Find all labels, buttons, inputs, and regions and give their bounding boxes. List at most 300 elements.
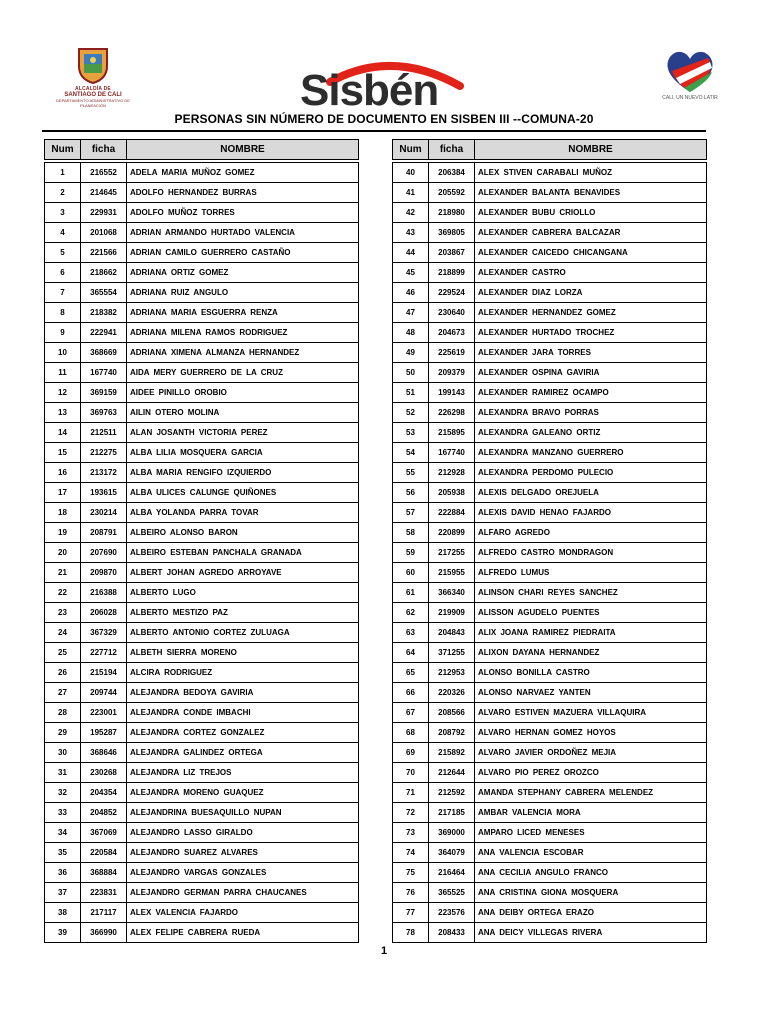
row-ficha: 230214 bbox=[81, 503, 127, 523]
row-num: 51 bbox=[393, 383, 429, 403]
row-nombre: ALEX STIVEN CARABALI MUÑOZ bbox=[475, 163, 707, 183]
table-row bbox=[393, 723, 707, 743]
row-num: 48 bbox=[393, 323, 429, 343]
row-ficha: 218662 bbox=[81, 263, 127, 283]
row-ficha: 212275 bbox=[81, 443, 127, 463]
table-row bbox=[45, 763, 359, 783]
row-nombre: ALEXANDER BUBU CRIOLLO bbox=[475, 203, 707, 223]
row-num: 46 bbox=[393, 283, 429, 303]
row-ficha: 229524 bbox=[429, 283, 475, 303]
row-ficha: 367069 bbox=[81, 823, 127, 843]
row-nombre: ALEXANDER RAMIREZ OCAMPO bbox=[475, 383, 707, 403]
row-nombre: ALEXANDER BALANTA BENAVIDES bbox=[475, 183, 707, 203]
row-ficha: 220326 bbox=[429, 683, 475, 703]
table-row bbox=[393, 223, 707, 243]
row-ficha: 368669 bbox=[81, 343, 127, 363]
row-nombre: ALEXANDRA MANZANO GUERRERO bbox=[475, 443, 707, 463]
row-nombre: ALBERTO LUGO bbox=[127, 583, 359, 603]
table-row bbox=[393, 603, 707, 623]
row-nombre: ALEJANDRA LIZ TREJOS bbox=[127, 763, 359, 783]
row-ficha: 212953 bbox=[429, 663, 475, 683]
row-ficha: 208566 bbox=[429, 703, 475, 723]
table-row bbox=[393, 283, 707, 303]
row-num: 25 bbox=[45, 643, 81, 663]
row-ficha: 206384 bbox=[429, 163, 475, 183]
row-num: 9 bbox=[45, 323, 81, 343]
row-ficha: 199143 bbox=[429, 383, 475, 403]
row-ficha: 205938 bbox=[429, 483, 475, 503]
row-num: 31 bbox=[45, 763, 81, 783]
row-nombre: ALBEIRO ESTEBAN PANCHALA GRANADA bbox=[127, 543, 359, 563]
table-row bbox=[45, 603, 359, 623]
column-header-ficha: ficha bbox=[81, 140, 127, 160]
row-nombre: ALBA MARIA RENGIFO IZQUIERDO bbox=[127, 463, 359, 483]
row-ficha: 219909 bbox=[429, 603, 475, 623]
table-row bbox=[45, 383, 359, 403]
table-row bbox=[45, 523, 359, 543]
logo-line-1: ALCALDÍA DE bbox=[75, 86, 111, 92]
row-nombre: AIDEE PINILLO OROBIO bbox=[127, 383, 359, 403]
row-nombre: ADRIAN ARMANDO HURTADO VALENCIA bbox=[127, 223, 359, 243]
row-nombre: ALEJANDRO GERMAN PARRA CHAUCANES bbox=[127, 883, 359, 903]
column-header-ficha: ficha bbox=[429, 140, 475, 160]
persons-table-right bbox=[392, 139, 707, 943]
table-row bbox=[393, 843, 707, 863]
row-ficha: 230640 bbox=[429, 303, 475, 323]
row-ficha: 227712 bbox=[81, 643, 127, 663]
table-row bbox=[45, 623, 359, 643]
row-num: 18 bbox=[45, 503, 81, 523]
table-row bbox=[393, 303, 707, 323]
row-num: 23 bbox=[45, 603, 81, 623]
row-num: 39 bbox=[45, 923, 81, 943]
table-row bbox=[45, 643, 359, 663]
row-nombre: ALEXANDER HURTADO TROCHEZ bbox=[475, 323, 707, 343]
row-ficha: 209870 bbox=[81, 563, 127, 583]
persons-table-left bbox=[44, 139, 359, 943]
row-num: 37 bbox=[45, 883, 81, 903]
row-nombre: ALISSON AGUDELO PUENTES bbox=[475, 603, 707, 623]
table-row bbox=[393, 783, 707, 803]
row-num: 67 bbox=[393, 703, 429, 723]
row-num: 10 bbox=[45, 343, 81, 363]
table-row bbox=[393, 163, 707, 183]
row-ficha: 212928 bbox=[429, 463, 475, 483]
logo-line-2: SANTIAGO DE CALI bbox=[64, 92, 122, 98]
row-num: 5 bbox=[45, 243, 81, 263]
table-row bbox=[45, 443, 359, 463]
row-nombre: ALIX JOANA RAMIREZ PIEDRAITA bbox=[475, 623, 707, 643]
table-row bbox=[393, 363, 707, 383]
row-nombre: ALEJANDRO VARGAS GONZALES bbox=[127, 863, 359, 883]
table-row bbox=[45, 323, 359, 343]
row-ficha: 223001 bbox=[81, 703, 127, 723]
row-num: 50 bbox=[393, 363, 429, 383]
row-nombre: ANA CECILIA ANGULO FRANCO bbox=[475, 863, 707, 883]
row-num: 61 bbox=[393, 583, 429, 603]
row-nombre: ALEXIS DELGADO OREJUELA bbox=[475, 483, 707, 503]
table-row bbox=[45, 483, 359, 503]
row-nombre: ALBERT JOHAN AGREDO ARROYAVE bbox=[127, 563, 359, 583]
row-nombre: ALAN JOSANTH VICTORIA PEREZ bbox=[127, 423, 359, 443]
table-row bbox=[45, 843, 359, 863]
table-row bbox=[45, 243, 359, 263]
row-num: 55 bbox=[393, 463, 429, 483]
table-row bbox=[393, 883, 707, 903]
table-row bbox=[45, 283, 359, 303]
row-num: 66 bbox=[393, 683, 429, 703]
table-row bbox=[393, 663, 707, 683]
column-header-num: Num bbox=[393, 140, 429, 160]
table-row bbox=[45, 923, 359, 943]
row-num: 15 bbox=[45, 443, 81, 463]
row-nombre: ALEJANDRO SUAREZ ALVARES bbox=[127, 843, 359, 863]
row-ficha: 371255 bbox=[429, 643, 475, 663]
row-ficha: 203867 bbox=[429, 243, 475, 263]
row-nombre: ALEXANDER HERNANDEZ GOMEZ bbox=[475, 303, 707, 323]
row-num: 52 bbox=[393, 403, 429, 423]
table-row bbox=[393, 643, 707, 663]
row-nombre: ALFARO AGREDO bbox=[475, 523, 707, 543]
row-nombre: AMANDA STEPHANY CABRERA MELENDEZ bbox=[475, 783, 707, 803]
row-num: 24 bbox=[45, 623, 81, 643]
row-nombre: AIDA MERY GUERRERO DE LA CRUZ bbox=[127, 363, 359, 383]
row-ficha: 212644 bbox=[429, 763, 475, 783]
page-number: 1 bbox=[380, 945, 388, 957]
row-ficha: 204843 bbox=[429, 623, 475, 643]
row-num: 44 bbox=[393, 243, 429, 263]
row-num: 13 bbox=[45, 403, 81, 423]
table-row bbox=[393, 503, 707, 523]
row-ficha: 218899 bbox=[429, 263, 475, 283]
row-num: 60 bbox=[393, 563, 429, 583]
row-nombre: ALONSO NARVAEZ YANTEN bbox=[475, 683, 707, 703]
row-ficha: 208792 bbox=[429, 723, 475, 743]
row-num: 43 bbox=[393, 223, 429, 243]
table-row bbox=[393, 583, 707, 603]
row-ficha: 222884 bbox=[429, 503, 475, 523]
row-nombre: ALONSO BONILLA CASTRO bbox=[475, 663, 707, 683]
row-num: 62 bbox=[393, 603, 429, 623]
row-ficha: 214645 bbox=[81, 183, 127, 203]
row-ficha: 218980 bbox=[429, 203, 475, 223]
page-header bbox=[0, 0, 768, 140]
row-nombre: AMPARO LICED MENESES bbox=[475, 823, 707, 843]
row-ficha: 193615 bbox=[81, 483, 127, 503]
row-num: 32 bbox=[45, 783, 81, 803]
table-row bbox=[393, 623, 707, 643]
table-row bbox=[393, 703, 707, 723]
row-nombre: ALEXANDRA PERDOMO PULECIO bbox=[475, 463, 707, 483]
row-nombre: ADRIAN CAMILO GUERRERO CASTAÑO bbox=[127, 243, 359, 263]
row-num: 76 bbox=[393, 883, 429, 903]
row-nombre: ALEXANDER JARA TORRES bbox=[475, 343, 707, 363]
row-nombre: ALEJANDRA MORENO GUAQUEZ bbox=[127, 783, 359, 803]
row-num: 69 bbox=[393, 743, 429, 763]
table-row bbox=[45, 463, 359, 483]
row-nombre: ADRIANA ORTIZ GOMEZ bbox=[127, 263, 359, 283]
table-row bbox=[393, 403, 707, 423]
row-nombre: ALEXANDRA GALEANO ORTIZ bbox=[475, 423, 707, 443]
row-ficha: 204673 bbox=[429, 323, 475, 343]
table-row bbox=[393, 243, 707, 263]
row-num: 57 bbox=[393, 503, 429, 523]
table-row bbox=[45, 663, 359, 683]
table-row bbox=[393, 543, 707, 563]
row-nombre: ALBERTO MESTIZO PAZ bbox=[127, 603, 359, 623]
row-num: 74 bbox=[393, 843, 429, 863]
row-ficha: 216552 bbox=[81, 163, 127, 183]
row-ficha: 368646 bbox=[81, 743, 127, 763]
row-nombre: ADRIANA RUIZ ANGULO bbox=[127, 283, 359, 303]
row-num: 68 bbox=[393, 723, 429, 743]
row-num: 71 bbox=[393, 783, 429, 803]
row-num: 49 bbox=[393, 343, 429, 363]
table-row bbox=[393, 823, 707, 843]
row-ficha: 217255 bbox=[429, 543, 475, 563]
row-nombre: ALEXANDRA BRAVO PORRAS bbox=[475, 403, 707, 423]
row-ficha: 195287 bbox=[81, 723, 127, 743]
row-ficha: 218382 bbox=[81, 303, 127, 323]
table-row bbox=[45, 203, 359, 223]
row-num: 7 bbox=[45, 283, 81, 303]
table-row bbox=[45, 723, 359, 743]
row-nombre: ANA DEIBY ORTEGA ERAZO bbox=[475, 903, 707, 923]
row-nombre: ADRIANA MARIA ESGUERRA RENZA bbox=[127, 303, 359, 323]
row-nombre: ALCIRA RODRIGUEZ bbox=[127, 663, 359, 683]
row-ficha: 205592 bbox=[429, 183, 475, 203]
row-num: 72 bbox=[393, 803, 429, 823]
row-num: 22 bbox=[45, 583, 81, 603]
row-ficha: 220899 bbox=[429, 523, 475, 543]
row-num: 20 bbox=[45, 543, 81, 563]
cali-tagline: CALI, UN NUEVO LATIR bbox=[662, 95, 718, 101]
cali-logo bbox=[650, 48, 730, 101]
row-ficha: 226298 bbox=[429, 403, 475, 423]
row-nombre: ALVARO JAVIER ORDOÑEZ MEJIA bbox=[475, 743, 707, 763]
row-nombre: ALFREDO CASTRO MONDRAGON bbox=[475, 543, 707, 563]
table-row bbox=[393, 443, 707, 463]
row-nombre: ALEXIS DAVID HENAO FAJARDO bbox=[475, 503, 707, 523]
row-num: 27 bbox=[45, 683, 81, 703]
table-row bbox=[393, 343, 707, 363]
row-num: 2 bbox=[45, 183, 81, 203]
row-nombre: ALBA ULICES CALUNGE QUIÑONES bbox=[127, 483, 359, 503]
row-num: 26 bbox=[45, 663, 81, 683]
table-row bbox=[393, 183, 707, 203]
table-row bbox=[393, 383, 707, 403]
row-ficha: 220584 bbox=[81, 843, 127, 863]
row-num: 8 bbox=[45, 303, 81, 323]
row-ficha: 215194 bbox=[81, 663, 127, 683]
row-nombre: ALVARO ESTIVEN MAZUERA VILLAQUIRA bbox=[475, 703, 707, 723]
row-num: 3 bbox=[45, 203, 81, 223]
table-row bbox=[393, 203, 707, 223]
row-num: 65 bbox=[393, 663, 429, 683]
row-num: 4 bbox=[45, 223, 81, 243]
row-num: 19 bbox=[45, 523, 81, 543]
table-row bbox=[393, 263, 707, 283]
table-row bbox=[45, 583, 359, 603]
row-ficha: 229931 bbox=[81, 203, 127, 223]
row-num: 38 bbox=[45, 903, 81, 923]
table-row bbox=[45, 783, 359, 803]
row-nombre: ALBEIRO ALONSO BARON bbox=[127, 523, 359, 543]
row-num: 33 bbox=[45, 803, 81, 823]
row-ficha: 209744 bbox=[81, 683, 127, 703]
row-ficha: 365554 bbox=[81, 283, 127, 303]
row-nombre: ADOLFO MUÑOZ TORRES bbox=[127, 203, 359, 223]
table-row bbox=[45, 883, 359, 903]
table-row bbox=[393, 763, 707, 783]
row-nombre: ANA VALENCIA ESCOBAR bbox=[475, 843, 707, 863]
row-ficha: 215955 bbox=[429, 563, 475, 583]
row-num: 70 bbox=[393, 763, 429, 783]
row-nombre: ALEX FELIPE CABRERA RUEDA bbox=[127, 923, 359, 943]
row-ficha: 368884 bbox=[81, 863, 127, 883]
row-ficha: 208433 bbox=[429, 923, 475, 943]
table-row bbox=[45, 503, 359, 523]
row-ficha: 167740 bbox=[429, 443, 475, 463]
row-nombre: AILIN OTERO MOLINA bbox=[127, 403, 359, 423]
row-ficha: 208791 bbox=[81, 523, 127, 543]
table-header-row bbox=[45, 140, 359, 160]
row-ficha: 364079 bbox=[429, 843, 475, 863]
row-nombre: ALBA YOLANDA PARRA TOVAR bbox=[127, 503, 359, 523]
table-row bbox=[393, 563, 707, 583]
row-num: 40 bbox=[393, 163, 429, 183]
table-row bbox=[45, 743, 359, 763]
row-ficha: 167740 bbox=[81, 363, 127, 383]
row-num: 6 bbox=[45, 263, 81, 283]
row-num: 53 bbox=[393, 423, 429, 443]
row-ficha: 222941 bbox=[81, 323, 127, 343]
row-nombre: ALEXANDER CASTRO bbox=[475, 263, 707, 283]
row-num: 36 bbox=[45, 863, 81, 883]
row-nombre: ALEXANDER CAICEDO CHICANGANA bbox=[475, 243, 707, 263]
row-ficha: 207690 bbox=[81, 543, 127, 563]
brand-name: Sisbén bbox=[300, 66, 439, 115]
row-nombre: ALEJANDRA GALINDEZ ORTEGA bbox=[127, 743, 359, 763]
row-ficha: 209379 bbox=[429, 363, 475, 383]
table-row bbox=[393, 683, 707, 703]
table-row bbox=[393, 323, 707, 343]
table-header-row bbox=[393, 140, 707, 160]
row-num: 1 bbox=[45, 163, 81, 183]
row-num: 28 bbox=[45, 703, 81, 723]
row-num: 63 bbox=[393, 623, 429, 643]
table-row bbox=[393, 803, 707, 823]
row-num: 17 bbox=[45, 483, 81, 503]
row-ficha: 366340 bbox=[429, 583, 475, 603]
row-nombre: ADRIANA XIMENA ALMANZA HERNANDEZ bbox=[127, 343, 359, 363]
heart-icon bbox=[662, 48, 718, 94]
row-nombre: ALBA LILIA MOSQUERA GARCIA bbox=[127, 443, 359, 463]
table-row bbox=[45, 803, 359, 823]
table-row bbox=[393, 863, 707, 883]
row-ficha: 213172 bbox=[81, 463, 127, 483]
row-ficha: 206028 bbox=[81, 603, 127, 623]
row-nombre: AMBAR VALENCIA MORA bbox=[475, 803, 707, 823]
row-num: 58 bbox=[393, 523, 429, 543]
row-nombre: ALEXANDER DIAZ LORZA bbox=[475, 283, 707, 303]
row-nombre: ALBERTO ANTONIO CORTEZ ZULUAGA bbox=[127, 623, 359, 643]
row-num: 56 bbox=[393, 483, 429, 503]
table-row bbox=[393, 463, 707, 483]
row-nombre: ANA DEICY VILLEGAS RIVERA bbox=[475, 923, 707, 943]
row-ficha: 216464 bbox=[429, 863, 475, 883]
row-ficha: 369159 bbox=[81, 383, 127, 403]
table-row bbox=[45, 683, 359, 703]
row-nombre: ALEX VALENCIA FAJARDO bbox=[127, 903, 359, 923]
row-num: 42 bbox=[393, 203, 429, 223]
row-num: 14 bbox=[45, 423, 81, 443]
row-num: 77 bbox=[393, 903, 429, 923]
row-num: 75 bbox=[393, 863, 429, 883]
row-num: 64 bbox=[393, 643, 429, 663]
column-header-nombre: NOMBRE bbox=[127, 140, 359, 160]
row-ficha: 215895 bbox=[429, 423, 475, 443]
row-num: 47 bbox=[393, 303, 429, 323]
row-nombre: ALFREDO LUMUS bbox=[475, 563, 707, 583]
logo-line-3: DEPARTAMENTO ADMINISTRATIVO DE PLANEACIÓN bbox=[56, 98, 130, 108]
row-ficha: 369805 bbox=[429, 223, 475, 243]
table-row bbox=[393, 483, 707, 503]
row-nombre: ADRIANA MILENA RAMOS RODRIGUEZ bbox=[127, 323, 359, 343]
table-row bbox=[45, 823, 359, 843]
table-row bbox=[393, 523, 707, 543]
row-num: 11 bbox=[45, 363, 81, 383]
row-num: 73 bbox=[393, 823, 429, 843]
table-row bbox=[393, 903, 707, 923]
row-ficha: 212592 bbox=[429, 783, 475, 803]
row-nombre: ALVARO PIO PEREZ OROZCO bbox=[475, 763, 707, 783]
table-row bbox=[45, 423, 359, 443]
table-row bbox=[45, 543, 359, 563]
table-row bbox=[45, 563, 359, 583]
row-ficha: 366990 bbox=[81, 923, 127, 943]
table-row bbox=[45, 343, 359, 363]
row-ficha: 223831 bbox=[81, 883, 127, 903]
row-nombre: ADOLFO HERNANDEZ BURRAS bbox=[127, 183, 359, 203]
table-row bbox=[45, 303, 359, 323]
table-row bbox=[45, 163, 359, 183]
table-row bbox=[45, 703, 359, 723]
row-num: 21 bbox=[45, 563, 81, 583]
coat-of-arms-icon bbox=[76, 46, 110, 84]
row-num: 35 bbox=[45, 843, 81, 863]
row-nombre: ALEJANDRA BEDOYA GAVIRIA bbox=[127, 683, 359, 703]
row-ficha: 365525 bbox=[429, 883, 475, 903]
row-num: 30 bbox=[45, 743, 81, 763]
table-row bbox=[393, 423, 707, 443]
row-ficha: 367329 bbox=[81, 623, 127, 643]
row-nombre: ALEJANDRA CONDE IMBACHI bbox=[127, 703, 359, 723]
row-ficha: 204354 bbox=[81, 783, 127, 803]
row-ficha: 204852 bbox=[81, 803, 127, 823]
row-ficha: 221566 bbox=[81, 243, 127, 263]
row-ficha: 225619 bbox=[429, 343, 475, 363]
row-num: 59 bbox=[393, 543, 429, 563]
table-row bbox=[393, 743, 707, 763]
table-row bbox=[45, 263, 359, 283]
table-row bbox=[45, 363, 359, 383]
row-num: 78 bbox=[393, 923, 429, 943]
row-nombre: ALVARO HERNAN GOMEZ HOYOS bbox=[475, 723, 707, 743]
row-num: 34 bbox=[45, 823, 81, 843]
table-row bbox=[393, 923, 707, 943]
table-row bbox=[45, 863, 359, 883]
